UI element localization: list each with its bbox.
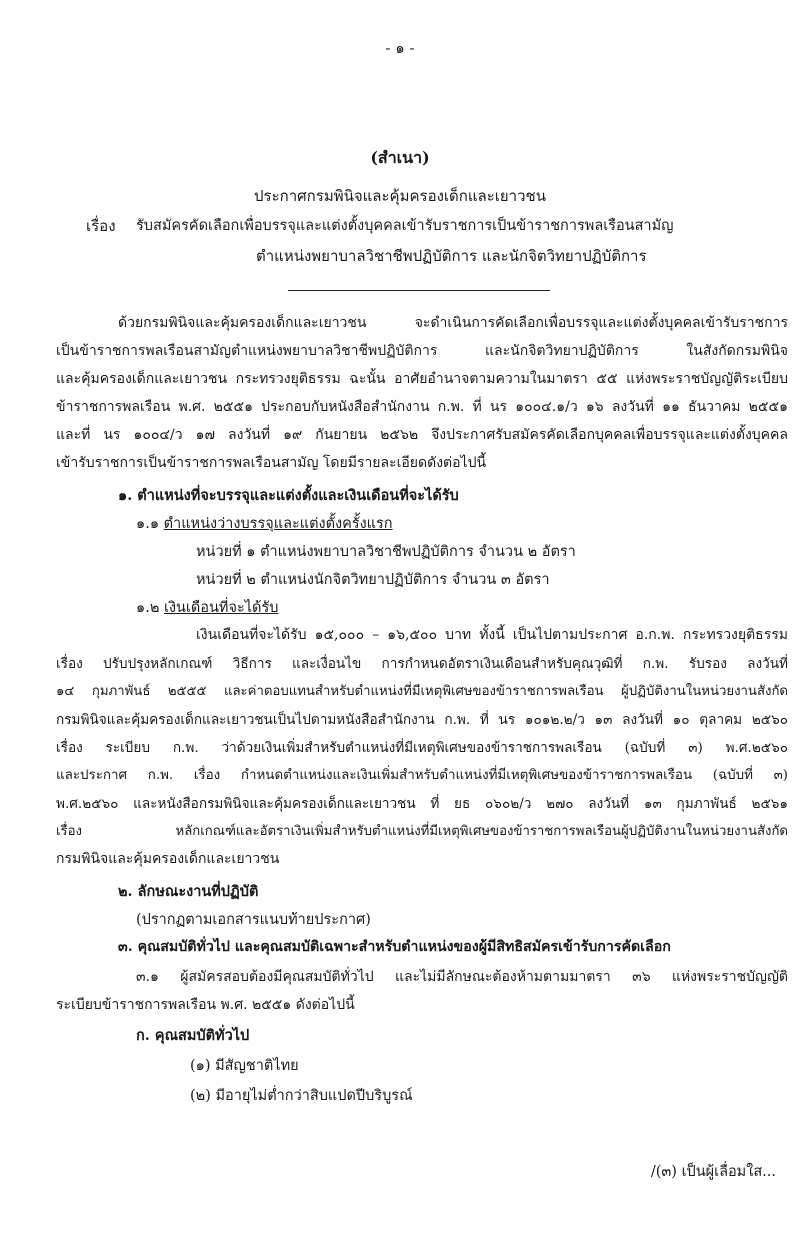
salary-line: เรื่อง ปรับปรุงหลักเกณฑ์ วิธีการ และเงื่อนไข การกำหนดอัตราเงินเดือนสำหรับคุณวุฒิที่ ก.พ. รับรอง ลงวันที่	[56, 656, 788, 672]
header-divider	[288, 290, 550, 291]
page-number: - ๑ -	[385, 39, 415, 57]
intro-line: ข้าราชการพลเรือน พ.ศ. ๒๕๕๑ ประกอบกับหนังสือสำนักงาน ก.พ. ที่ นร ๑๐๐๔.๑/ว ๑๖ ลงวันที่ ๑๑ ธันวาคม ๒๕๕๑	[56, 399, 788, 415]
subsection-1-1	[136, 512, 393, 535]
subject-line-2: ตำแหน่งพยาบาลวิชาชีพปฏิบัติการ และนักจิตวิทยาปฏิบัติการ	[256, 247, 647, 265]
issuer-title: ประกาศกรมพินิจและคุ้มครองเด็กและเยาวชน	[254, 187, 546, 205]
subsection-title: เงินเดือนที่จะได้รับ	[163, 600, 279, 616]
salary-line: กรมพินิจและคุ้มครองเด็กและเยาวชน	[56, 851, 280, 867]
salary-line: และประกาศ ก.พ. เรื่อง กำหนดตำแหน่งและเงินเพิ่มสำหรับตำแหน่งที่มีเหตุพิเศษของข้าราชการพลเรือน (ฉบับที่ ๓)	[56, 768, 788, 783]
copy-label: (สำเนา)	[370, 148, 430, 167]
qualification-item: (๒) มีอายุไม่ต่ำกว่าสิบแปดปีบริบูรณ์	[190, 1088, 413, 1104]
subsection-title: ตำแหน่งว่างบรรจุและแต่งตั้งครั้งแรก	[163, 516, 393, 532]
subsection-1-2	[136, 596, 278, 619]
section-2-body: (ปรากฏตามเอกสารแนบท้ายประกาศ)	[136, 912, 371, 928]
salary-line: พ.ศ.๒๕๖๐ และหนังสือกรมพินิจและคุ้มครองเด็กและเยาวชน ที่ ยธ ๐๖๐๒/ว ๒๗๐ ลงวันที่ ๑๓ กุมภาพันธ์ ๒๕๖๑	[56, 796, 788, 812]
salary-line: เรื่อง หลักเกณฑ์และอัตราเงินเพิ่มสำหรับตำแหน่งที่มีเหตุพิเศษของข้าราชการพลเรือนผู้ปฏิบัติงานในหน่วยงานสังกัด	[56, 824, 788, 839]
unit-2: หน่วยที่ ๒ ตำแหน่งนักจิตวิทยาปฏิบัติการ จำนวน ๓ อัตรา	[196, 572, 550, 588]
intro-line: ด้วยกรมพินิจและคุ้มครองเด็กและเยาวชน จะดำเนินการคัดเลือกเพื่อบรรจุและแต่งตั้งบุคคลเข้ารับราชการ	[118, 315, 788, 331]
intro-line: และคุ้มครองเด็กและเยาวชน กระทรวงยุติธรรม ฉะนั้น อาศัยอำนาจตามความในมาตรา ๕๕ แห่งพระราชบัญญัติระเบียบ	[56, 371, 788, 387]
qualification-item: (๑) มีสัญชาติไทย	[190, 1058, 299, 1074]
intro-line: เข้ารับราชการเป็นข้าราชการพลเรือนสามัญ โดยมีรายละเอียดดังต่อไปนี้	[56, 455, 487, 471]
section-1-title: ๑. ตำแหน่งที่จะบรรจุและแต่งตั้งและเงินเดือนที่จะได้รับ	[118, 487, 459, 504]
continuation-note: /(๓) เป็นผู้เลื่อมใส...	[650, 1164, 776, 1180]
intro-line: เป็นข้าราชการพลเรือนสามัญตำแหน่งพยาบาลวิชาชีพปฏิบัติการ และนักจิตวิทยาปฏิบัติการ ในสังกัดกรมพินิจ	[56, 343, 788, 359]
salary-line: เรื่อง ระเบียบ ก.พ. ว่าด้วยเงินเพิ่มสำหรับตำแหน่งที่มีเหตุพิเศษของข้าราชการพลเรือน (ฉบับที่ ๓) พ.ศ.๒๕๖๐	[56, 740, 788, 756]
intro-line: และที่ นร ๑๐๐๔/ว ๑๗ ลงวันที่ ๑๙ กันยายน ๒๕๖๒ จึงประกาศรับสมัครคัดเลือกบุคคลเพื่อบรรจุและแต่งตั้งบุคคล	[56, 427, 788, 443]
section-3-paragraph-line: ระเบียบข้าราชการพลเรือน พ.ศ. ๒๕๕๑ ดังต่อไปนี้	[56, 997, 355, 1013]
subject-line-1: รับสมัครคัดเลือกเพื่อบรรจุและแต่งตั้งบุคคลเข้ารับราชการเป็นข้าราชการพลเรือนสามัญ	[136, 218, 674, 234]
unit-1: หน่วยที่ ๑ ตำแหน่งพยาบาลวิชาชีพปฏิบัติการ จำนวน ๒ อัตรา	[196, 544, 576, 560]
salary-line: เงินเดือนที่จะได้รับ ๑๕,๐๐๐ – ๑๖,๕๐๐ บาท ทั้งนี้ เป็นไปตามประกาศ อ.ก.พ. กระทรวงยุติธรรม	[196, 627, 788, 643]
salary-line: ๑๔ กุมภาพันธ์ ๒๕๕๕ และค่าตอบแทนสำหรับตำแหน่งที่มีเหตุพิเศษของข้าราชการพลเรือน ผู้ปฏิบัติงานในหน่วยงานสังกัด	[56, 684, 788, 699]
subsection-general-qualifications: ก. คุณสมบัติทั่วไป	[136, 1027, 250, 1044]
section-2-title: ๒. ลักษณะงานที่ปฏิบัติ	[118, 883, 259, 900]
section-3-paragraph-line: ๓.๑ ผู้สมัครสอบต้องมีคุณสมบัติทั่วไป และไม่มีลักษณะต้องห้ามตามมาตรา ๓๖ แห่งพระราชบัญญัติ	[136, 969, 788, 985]
subsection-number: ๑.๑	[136, 516, 160, 532]
subsection-number: ๑.๒	[136, 600, 160, 616]
subject-label: เรื่อง	[86, 217, 116, 235]
salary-line: กรมพินิจและคุ้มครองเด็กและเยาวชนเป็นไปตามหนังสือสำนักงาน ก.พ. ที่ นร ๑๐๑๒.๒/ว ๑๓ ลงวันที่ ๑๐ ตุลาคม ๒๕๖๐	[56, 712, 788, 728]
section-3-title: ๓. คุณสมบัติทั่วไป และคุณสมบัติเฉพาะสำหรับตำแหน่งของผู้มีสิทธิสมัครเข้ารับการคัดเลือก	[118, 939, 671, 955]
